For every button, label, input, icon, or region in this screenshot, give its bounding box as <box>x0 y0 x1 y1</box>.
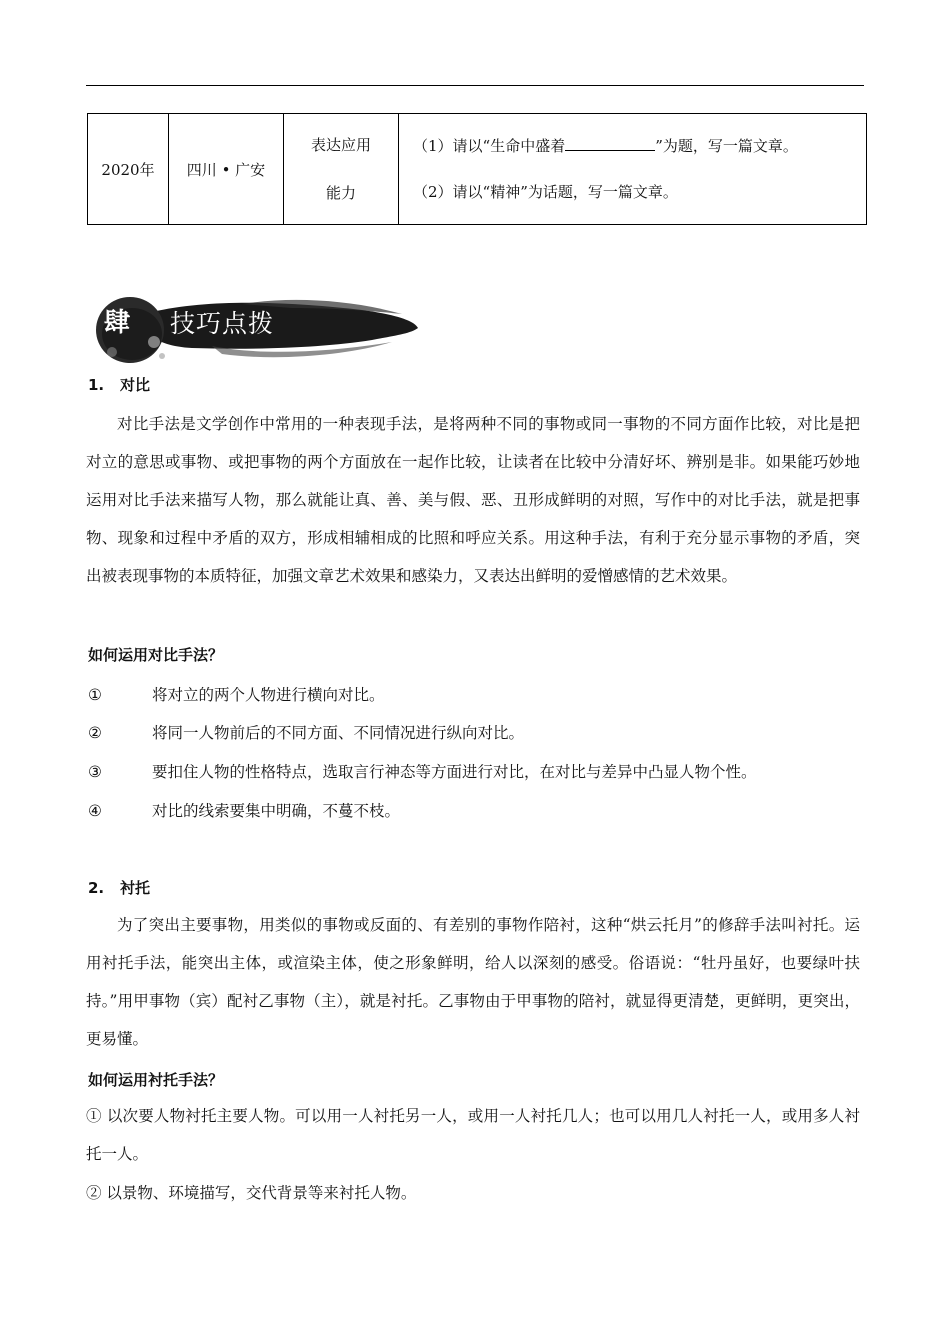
header-rule <box>86 85 864 86</box>
type-line-2: 能力 <box>325 184 356 202</box>
list-item-text: 将对立的两个人物进行横向对比。 <box>152 686 385 704</box>
section-2-number: 2. <box>88 879 105 897</box>
list-item-marker: ③ <box>88 763 102 781</box>
table-row <box>88 114 867 225</box>
section-1-title: 对比 <box>120 376 151 394</box>
type-cell <box>284 114 399 225</box>
list-item-marker: ① <box>88 686 102 704</box>
list-item-text: 对比的线索要集中明确，不蔓不枝。 <box>152 802 401 820</box>
section-2-paragraph: 为了突出主要事物，用类似的事物或反面的、有差别的事物作陪衬，这种“烘云托月”的修辞手法叫衬托。运用衬托手法，能突出主体，或渲染主体，使之形象鲜明，给人以深刻的感受。俗语说：“牡丹虽好，也要绿叶扶持。”用甲事物（宾）配衬乙事物（主），就是衬托。乙事物由于甲事物的陪衬，就显得更清楚，更鲜明，更突出，更易懂。 <box>86 916 860 1048</box>
type-line-1: 表达应用 <box>310 136 371 154</box>
list-item <box>88 799 400 821</box>
section-2-item-1: ① 以次要人物衬托主要人物。可以用一人衬托另一人，或用一人衬托几人；也可以用几人衬托一人，或用多人衬托一人。 <box>86 1107 860 1163</box>
answer-blank <box>565 136 655 151</box>
section-2-title: 衬托 <box>120 879 151 897</box>
section-title: 技巧点拨 <box>170 309 275 338</box>
exam-table <box>87 113 867 225</box>
question-2: （2）请以“精神”为话题，写一篇文章。 <box>413 183 678 201</box>
section-1-how-title: 如何运用对比手法？ <box>88 646 224 664</box>
list-item <box>88 721 524 743</box>
question-1 <box>413 123 865 169</box>
section-2-how-title: 如何运用衬托手法？ <box>88 1071 224 1089</box>
region-cell: 四川 • 广安 <box>169 114 284 225</box>
list-item-marker: ④ <box>88 802 102 820</box>
section-2-item-2: ② 以景物、环境描写，交代背景等来衬托人物。 <box>86 1184 417 1202</box>
list-item-text: 将同一人物前后的不同方面、不同情况进行纵向对比。 <box>152 724 525 742</box>
section-2-heading <box>88 877 150 898</box>
year-cell: 2020年 <box>88 114 169 225</box>
list-item <box>88 683 385 705</box>
question-cell <box>399 114 867 225</box>
list-item <box>88 760 757 782</box>
question-1-suffix: ”为题，写一篇文章。 <box>655 137 798 155</box>
list-item-text: 要扣住人物的性格特点，选取言行神态等方面进行对比，在对比与差异中凸显人物个性。 <box>152 763 757 781</box>
list-item-marker: ② <box>88 724 102 742</box>
question-1-prefix: （1）请以“生命中盛着 <box>413 137 566 155</box>
section-1-number: 1. <box>88 376 105 394</box>
section-numeral: 肆 <box>104 308 131 338</box>
section-1-heading <box>88 374 150 395</box>
section-banner <box>92 290 422 374</box>
section-1-paragraph: 对比手法是文学创作中常用的一种表现手法，是将两种不同的事物或同一事物的不同方面作比较，对比是把对立的意思或事物、或把事物的两个方面放在一起作比较，让读者在比较中分清好坏、辨别是非。如果能巧妙地运用对比手法来描写人物，那么就能让真、善、美与假、恶、丑形成鲜明的对照，写作中的对比手法，就是把事物、现象和过程中矛盾的双方，形成相辅相成的比照和呼应关系。用这种手法，有利于充分显示事物的矛盾，突出被表现事物的本质特征，加强文章艺术效果和感染力，又表达出鲜明的爱憎感情的艺术效果。 <box>86 415 860 585</box>
